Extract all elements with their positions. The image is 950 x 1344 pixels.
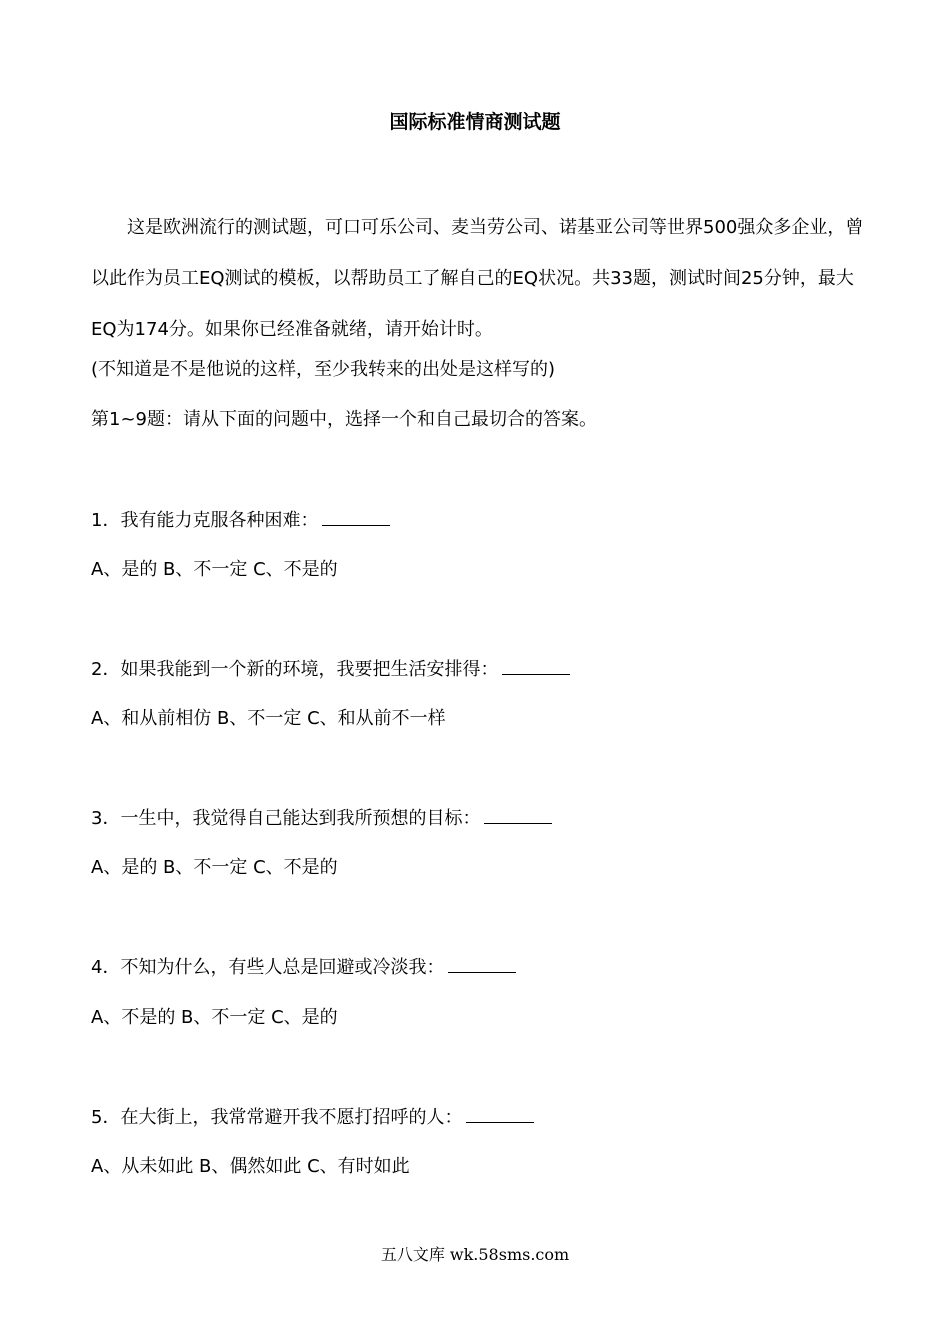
question-text: 2．如果我能到一个新的环境，我要把生活安排得： — [91, 659, 499, 680]
question-4-options: A、不是的 B、不一定 C、是的 — [91, 1007, 338, 1028]
question-text: 1．我有能力克服各种困难： — [91, 510, 319, 531]
question-2 — [91, 655, 570, 685]
question-4 — [91, 953, 516, 983]
question-3-options: A、是的 B、不一定 C、不是的 — [91, 857, 338, 878]
answer-blank — [484, 805, 552, 824]
question-5-options: A、从未如此 B、偶然如此 C、有时如此 — [91, 1156, 410, 1177]
answer-blank — [448, 954, 516, 973]
document-title: 国际标准情商测试题 — [389, 111, 561, 133]
section-instruction: 第1~9题：请从下面的问题中，选择一个和自己最切合的答案。 — [91, 409, 597, 430]
answer-blank — [466, 1104, 534, 1123]
source-note: (不知道是不是他说的这样，至少我转来的出处是这样写的) — [91, 359, 556, 380]
question-text: 5．在大街上，我常常避开我不愿打招呼的人： — [91, 1107, 463, 1128]
answer-blank — [502, 656, 570, 675]
intro-paragraph: 这是欧洲流行的测试题，可口可乐公司、麦当劳公司、诺基亚公司等世界500强众多企业，曾以此作为员工EQ测试的模板，以帮助员工了解自己的EQ状况。共33题，测试时间25分钟，最大EQ为174分。如果你已经准备就绪，请开始计时。 — [91, 217, 864, 340]
question-1-options: A、是的 B、不一定 C、不是的 — [91, 559, 338, 580]
question-2-options: A、和从前相仿 B、不一定 C、和从前不一样 — [91, 708, 446, 729]
footer-watermark: 五八文库 wk.58sms.com — [380, 1245, 570, 1264]
question-text: 3．一生中，我觉得自己能达到我所预想的目标： — [91, 808, 481, 829]
question-text: 4．不知为什么，有些人总是回避或冷淡我： — [91, 957, 445, 978]
answer-blank — [322, 507, 390, 526]
question-3 — [91, 804, 552, 834]
question-5 — [91, 1103, 534, 1133]
question-1 — [91, 506, 390, 536]
